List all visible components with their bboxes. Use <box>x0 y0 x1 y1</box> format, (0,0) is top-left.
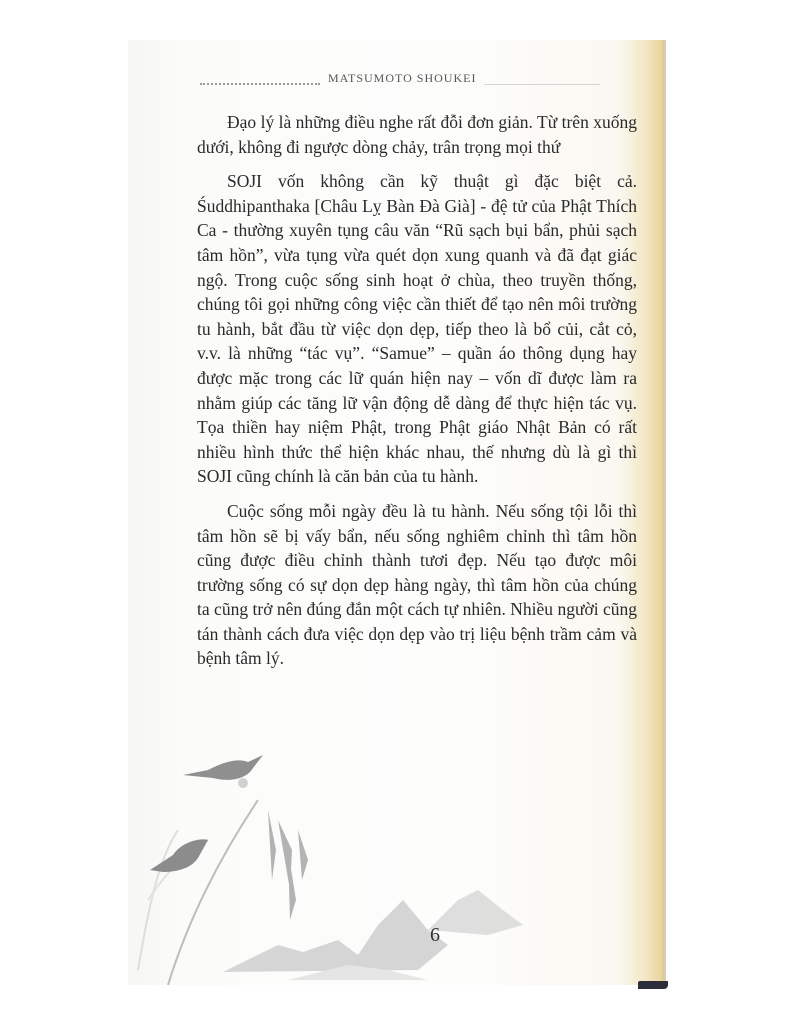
paragraph: SOJI vốn không cần kỹ thuật gì đặc biệt cả. Śuddhipanthaka [Châu Lỵ Bàn Đà Già] - đệ tử của Phật Thích Ca - thường xuyên tụng câu văn “Rũ sạch bụi bẩn, phủi sạch tâm hồn”, vừa tụng vừa quét dọn xung quanh và đã đạt giác ngộ. Trong cuộc sống sinh hoạt ở chùa, theo truyền thống, chúng tôi gọi những công việc cần thiết để tạo nên môi trường tu hành, bắt đầu từ việc dọn dẹp, tiếp theo là bổ củi, cắt cỏ, v.v. là những “tác vụ”. “Samue” – quần áo thông dụng hay được mặc trong các lữ quán hiện nay – vốn dĩ được làm ra nhằm giúp các tăng lữ vận động dễ dàng để thực hiện tác vụ. Tọa thiền hay niệm Phật, trong Phật giáo Nhật Bản có rất nhiều hình thức thể hiện khác nhau, thế nhưng dù là gì thì SOJI cũng chính là căn bản của tu hành. <box>197 171 637 487</box>
paragraph: Cuộc sống mỗi ngày đều là tu hành. Nếu sống tội lỗi thì tâm hồn sẽ bị vấy bẩn, nếu sống nghiêm chỉnh thì tâm hồn cũng được điều chỉnh thành tươi đẹp. Nếu tạo được môi trường sống có sự dọn dẹp hàng ngày, thì tâm hồn của chúng ta cũng trở nên đúng đắn một cách tự nhiên. Nhiều người cũng tán thành cách đưa việc dọn dẹp vào trị liệu bệnh trầm cảm và bệnh tâm lý. <box>197 500 637 669</box>
mountains-icon <box>223 890 523 980</box>
running-head-rule <box>484 84 600 85</box>
bamboo-branch-icon <box>138 800 258 985</box>
running-head <box>200 66 600 90</box>
author-name: MATSUMOTO SHOUKEI <box>328 70 477 85</box>
paragraph: Đạo lý là những điều nghe rất đỗi đơn giản. Từ trên xuống dưới, không đi ngược dòng chảy, trân trọng mọi thứ <box>197 112 637 157</box>
bird-icon <box>150 839 208 872</box>
page-edge <box>662 40 666 985</box>
page-number: 6 <box>430 924 440 946</box>
bamboo-leaves-icon <box>268 810 308 920</box>
running-head-dotted-rule <box>200 83 320 85</box>
book-page <box>128 40 662 985</box>
body-text <box>197 110 637 681</box>
ink-wash-illustration <box>128 740 662 985</box>
bird-icon <box>183 755 263 788</box>
